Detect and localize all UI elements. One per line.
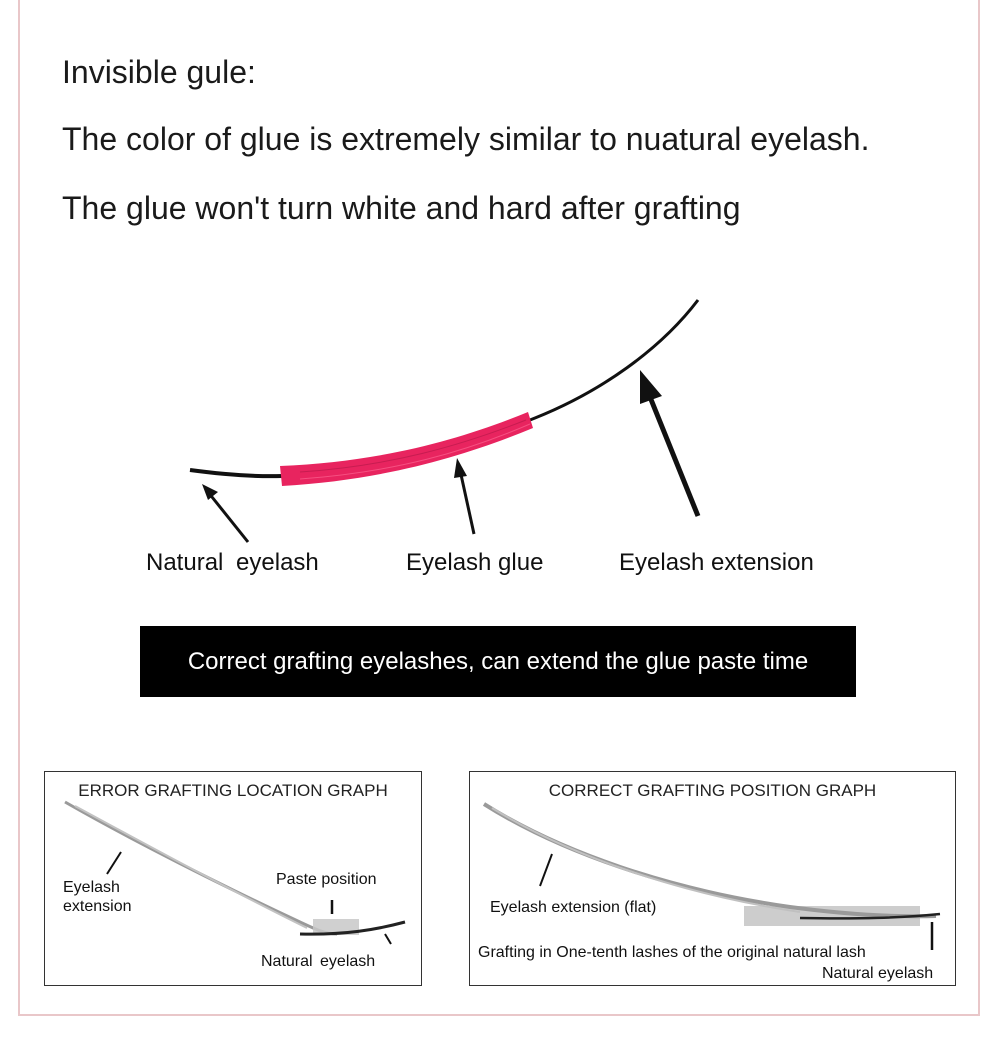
arrow-natural xyxy=(202,484,248,542)
error-natural-label: Natural eyelash xyxy=(261,953,376,970)
label-eyelash-extension: Eyelash extension xyxy=(619,549,814,576)
error-grafting-panel xyxy=(44,771,422,986)
glue-band xyxy=(280,412,533,486)
label-natural-eyelash: Natural eyelash xyxy=(146,549,319,576)
correct-panel-title: CORRECT GRAFTING POSITION GRAPH xyxy=(548,781,877,800)
label-eyelash-glue: Eyelash glue xyxy=(406,549,544,576)
banner-text: Correct grafting eyelashes, can extend the glue paste time xyxy=(187,647,809,675)
correct-grafting-panel xyxy=(469,771,956,986)
intro-line-color: The color of glue is extremely similar to nuatural eyelash. xyxy=(62,121,870,157)
arrow-extension xyxy=(640,370,698,516)
error-panel-title: ERROR GRAFTING LOCATION GRAPH xyxy=(78,781,388,800)
extension-stroke xyxy=(282,300,698,476)
natural-eyelash-stroke xyxy=(190,470,282,476)
correct-natural-label: Natural eyelash xyxy=(822,965,934,982)
arrow-glue xyxy=(454,458,474,534)
intro-heading: Invisible gule: xyxy=(62,54,256,90)
correct-grafting-label: Grafting in One-tenth lashes of the original natural lash xyxy=(478,944,866,961)
error-paste-label: Paste position xyxy=(276,871,377,888)
correct-ext-label: Eyelash extension (flat) xyxy=(490,899,657,916)
intro-line-white: The glue won't turn white and hard after grafting xyxy=(62,190,741,226)
banner xyxy=(140,626,856,697)
error-ext-label-2: extension xyxy=(63,898,132,915)
error-ext-label-1: Eyelash xyxy=(63,879,120,896)
